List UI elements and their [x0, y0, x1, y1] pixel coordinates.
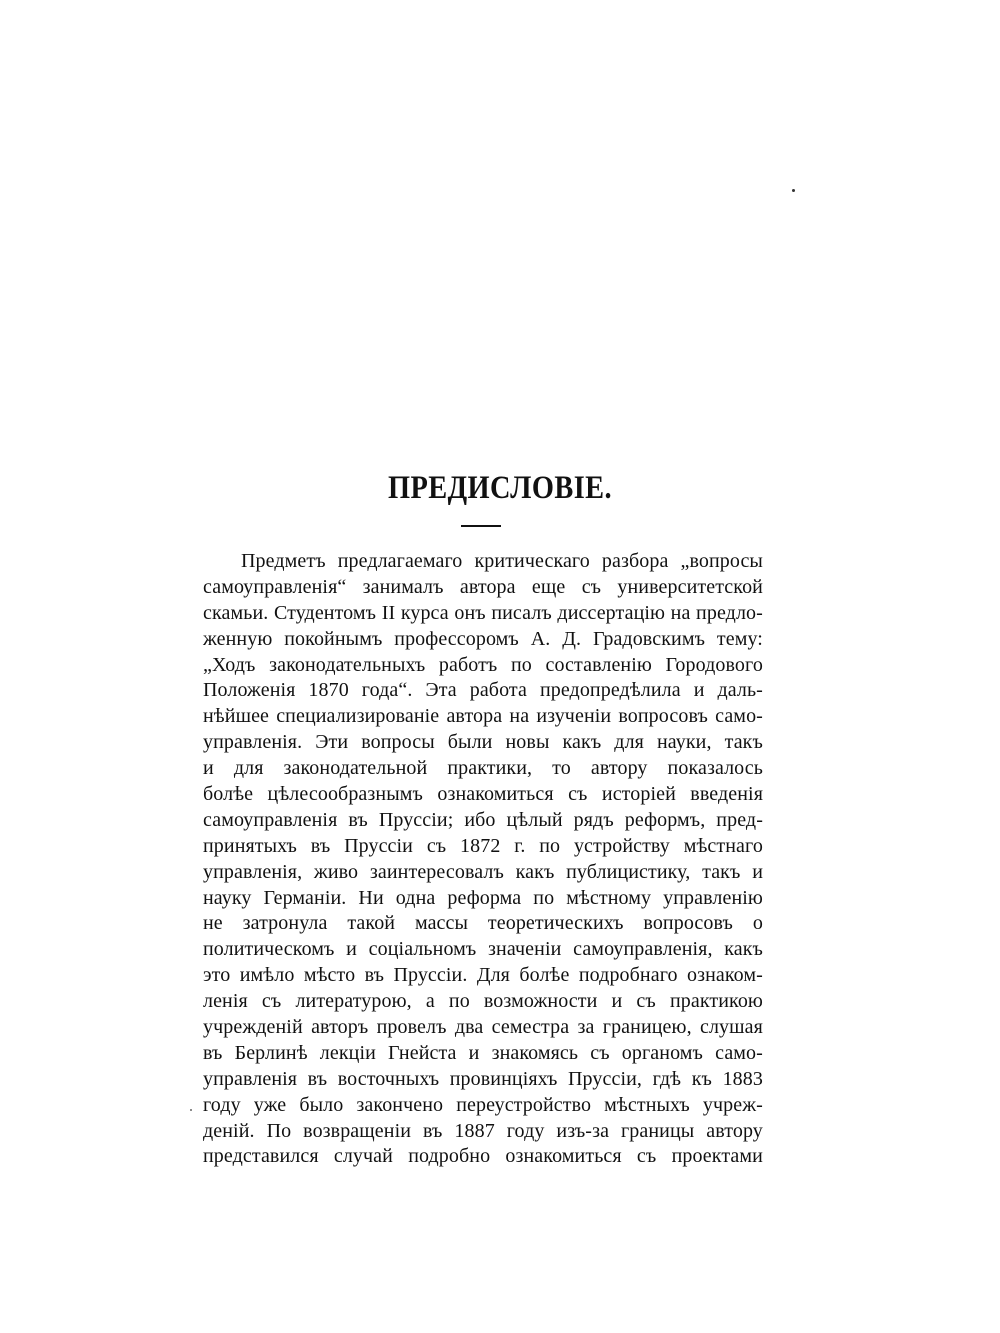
print-speck	[190, 1109, 192, 1111]
text-line: нѣйшее специализированіе автора на изученіи вопросовъ само-	[203, 705, 763, 728]
text-line: году уже было закончено переустройство мѣстныхъ учреж-	[203, 1093, 763, 1116]
title-divider	[461, 525, 501, 527]
page-title: ПРЕДИСЛОВІЕ.	[387, 470, 613, 506]
text-line: „Ходъ законодательныхъ работъ по составленію Городового	[203, 653, 763, 676]
text-line: учрежденій авторъ провелъ два семестра за границею, слушая	[203, 1016, 763, 1039]
text-line: Положенія 1870 года“. Эта работа предопредѣлила и даль-	[203, 679, 763, 702]
text-line: ленія съ литературою, а по возможности и съ практикою	[203, 990, 763, 1013]
text-line: женную покойнымъ профессоромъ А. Д. Градовскимъ тему:	[203, 627, 763, 650]
text-line: Предметъ предлагаемаго критическаго разбора „вопросы	[241, 550, 763, 572]
text-line: скамьи. Студентомъ II курса онъ писалъ диссертацію на предло-	[203, 601, 763, 624]
text-line: принятыхъ въ Пруссіи съ 1872 г. по устройству мѣстнаго	[203, 834, 763, 857]
text-line: управленія, живо заинтересовалъ какъ публицистику, такъ и	[203, 860, 763, 883]
text-line: управленія въ восточныхъ провинціяхъ Пруссіи, гдѣ къ 1883	[203, 1067, 763, 1090]
text-line: не затронула такой массы теоретическихъ вопросовъ о	[203, 912, 763, 935]
text-line: представился случай подробно ознакомиться съ проектами	[203, 1145, 763, 1168]
text-line: и для законодательной практики, то автору показалось	[203, 757, 763, 780]
text-line: это имѣло мѣсто въ Пруссіи. Для болѣе подробнаго ознаком-	[203, 964, 763, 987]
text-line: деній. По возвращеніи въ 1887 году изъ-за границы автору	[203, 1119, 763, 1142]
print-speck	[792, 189, 795, 192]
text-line: управленія. Эти вопросы были новы какъ для науки, такъ	[203, 731, 763, 754]
text-line: политическомъ и соціальномъ значеніи самоуправленія, какъ	[203, 938, 763, 961]
text-line: болѣе цѣлесообразнымъ ознакомиться съ исторіей введенія	[203, 783, 763, 806]
text-line: науку Германіи. Ни одна реформа по мѣстному управленію	[203, 886, 763, 909]
text-line: самоуправленія“ занималъ автора еще съ университетской	[203, 575, 763, 598]
text-line: самоуправленія въ Пруссіи; ибо цѣлый рядъ реформъ, пред-	[203, 808, 763, 831]
text-line: въ Берлинѣ лекціи Гнейста и знакомясь съ органомъ само-	[203, 1041, 763, 1064]
preface-body	[203, 549, 763, 1170]
